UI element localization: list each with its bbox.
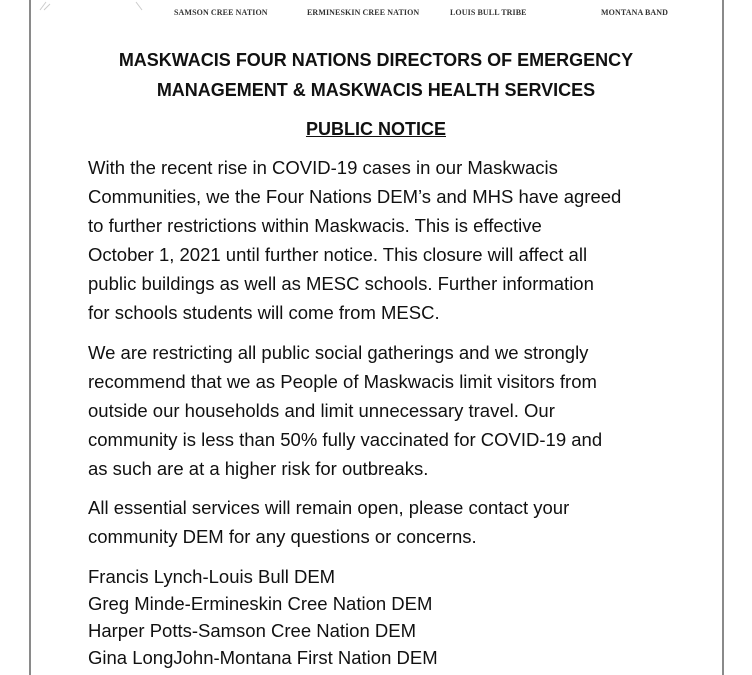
logo-icon — [38, 0, 148, 12]
paragraph-1-line: October 1, 2021 until further notice. This closure will affect all — [88, 244, 588, 265]
paragraph-1-line: With the recent rise in COVID-19 cases in our Maskwacis — [88, 157, 558, 178]
page-border-left — [29, 0, 31, 675]
paragraph-2-line: We are restricting all public social gatherings and we strongly — [88, 342, 589, 363]
nation-montana: MONTANA BAND — [601, 8, 669, 17]
paragraph-1-line: to further restrictions within Maskwacis. This is effective — [88, 215, 542, 236]
contact-line: Francis Lynch-Louis Bull DEM — [88, 566, 336, 587]
nation-samson: SAMSON CREE NATION — [174, 8, 268, 17]
paragraph-2-line: as such are at a higher risk for outbreaks. — [88, 458, 429, 479]
notice-heading-text: PUBLIC NOTICE — [305, 119, 446, 139]
paragraph-2-line: recommend that we as People of Maskwacis limit visitors from — [88, 371, 597, 392]
nation-louis-bull: LOUIS BULL TRIBE — [450, 8, 527, 17]
contact-line: Greg Minde-Ermineskin Cree Nation DEM — [88, 593, 433, 614]
nation-ermineskin: ERMINESKIN CREE NATION — [307, 8, 420, 17]
paragraph-2-line: outside our households and limit unnecessary travel. Our — [88, 400, 555, 421]
paragraph-2-line: community is less than 50% fully vaccinated for COVID-19 and — [88, 429, 603, 450]
title-line-1: MASKWACIS FOUR NATIONS DIRECTORS OF EMERGENCY — [118, 50, 634, 70]
paragraph-1-line: public buildings as well as MESC schools. Further information — [88, 273, 594, 294]
contact-line: Gina LongJohn-Montana First Nation DEM — [88, 647, 438, 668]
page-border-right — [722, 0, 724, 675]
paragraph-1-line: Communities, we the Four Nations DEM’s and MHS have agreed — [88, 186, 622, 207]
paragraph-1-line: for schools students will come from MESC. — [88, 302, 440, 323]
paragraph-3-line: All essential services will remain open, please contact your — [88, 497, 570, 518]
title-line-2: MANAGEMENT & MASKWACIS HEALTH SERVICES — [156, 80, 596, 100]
notice-heading — [0, 119, 752, 140]
paragraph-3-line: community DEM for any questions or concerns. — [88, 526, 477, 547]
contact-line: Harper Potts-Samson Cree Nation DEM — [88, 620, 416, 641]
